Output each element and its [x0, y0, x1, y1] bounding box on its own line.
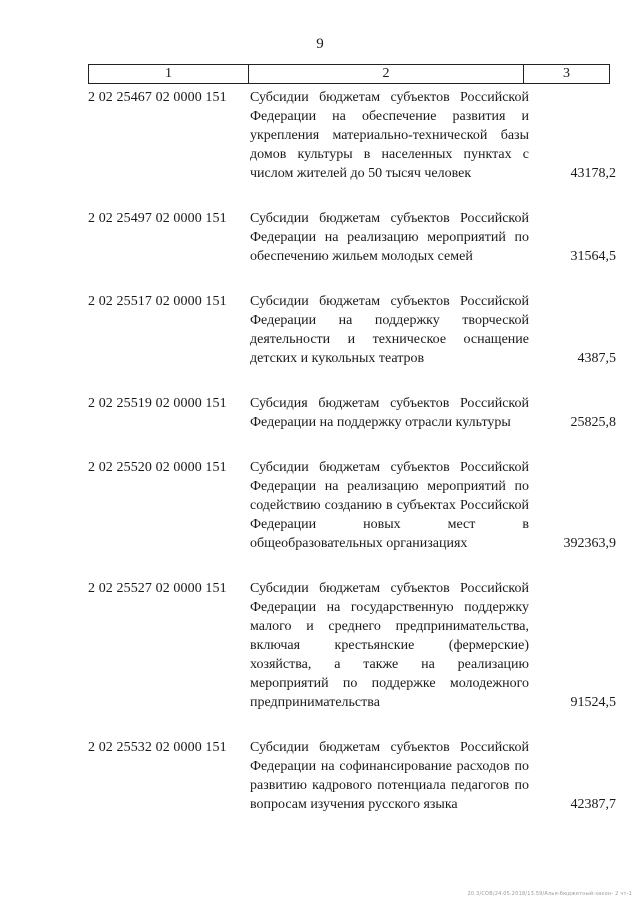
- row-description: Субсидии бюджетам субъектов Российской Федерации на реализацию мероприятий по содействию созданию в субъектах Российской Федерации новых мест в общеобразовательных организациях: [250, 460, 529, 551]
- row-description: Субсидии бюджетам субъектов Российской Федерации на реализацию мероприятий по обеспечению жильем молодых семей: [250, 211, 529, 264]
- row-amount-cell: [529, 579, 618, 712]
- row-amount: 91524,5: [570, 695, 616, 710]
- budget-code: 2 02 25520 02 0000 151: [88, 460, 227, 475]
- header-col-3: 3: [563, 66, 570, 81]
- table-row: [88, 394, 618, 432]
- footer-file-stamp: 20.3/СОВ/24.05.2018/13.59/Алья-бюджетный-закон- 2 чт-1: [467, 891, 632, 897]
- page-number: 9: [316, 36, 324, 52]
- table-row: [88, 738, 618, 814]
- budget-code: 2 02 25527 02 0000 151: [88, 581, 227, 596]
- row-amount-cell: [529, 738, 618, 814]
- row-description: Субсидии бюджетам субъектов Российской Федерации на обеспечение развития и укрепления материально-технической базы домов культуры в населенных пунктах с числом жителей до 50 тысяч человек: [250, 90, 529, 181]
- budget-code: 2 02 25467 02 0000 151: [88, 90, 227, 105]
- budget-code: 2 02 25497 02 0000 151: [88, 211, 227, 226]
- row-amount: 392363,9: [563, 536, 616, 551]
- row-description: Субсидии бюджетам субъектов Российской Федерации на софинансирование расходов по развитию кадрового потенциала педагогов по вопросам изучения русского языка: [250, 740, 529, 812]
- table-row: [88, 88, 618, 183]
- row-amount-cell: [529, 458, 618, 553]
- row-amount: 42387,7: [570, 797, 616, 812]
- row-description: Субсидия бюджетам субъектов Российской Федерации на поддержку отрасли культуры: [250, 396, 529, 430]
- row-amount-cell: [529, 88, 618, 183]
- row-amount-cell: [529, 209, 618, 266]
- table-header: [88, 64, 610, 84]
- header-col-1: 1: [89, 65, 249, 83]
- row-amount: 4387,5: [577, 351, 616, 366]
- row-description: Субсидии бюджетам субъектов Российской Федерации на государственную поддержку малого и среднего предпринимательства, включая крестьянские (фермерские) хозяйства, а также на реализацию мероприятий по поддержке молодежного предпринимательства: [250, 581, 529, 710]
- row-description: Субсидии бюджетам субъектов Российской Федерации на поддержку творческой деятельности и техническое оснащение детских и кукольных театров: [250, 294, 529, 366]
- row-amount-cell: [529, 394, 618, 432]
- table-row: [88, 292, 618, 368]
- budget-code: 2 02 25519 02 0000 151: [88, 396, 227, 411]
- table-body: [88, 88, 618, 814]
- row-amount: 31564,5: [570, 249, 616, 264]
- row-amount: 25825,8: [570, 415, 616, 430]
- budget-code: 2 02 25532 02 0000 151: [88, 740, 227, 755]
- budget-code: 2 02 25517 02 0000 151: [88, 294, 227, 309]
- row-amount-cell: [529, 292, 618, 368]
- table-row: [88, 458, 618, 553]
- table-row: [88, 579, 618, 712]
- header-col-2: 2: [249, 65, 524, 83]
- row-amount: 43178,2: [570, 166, 616, 181]
- table-row: [88, 209, 618, 266]
